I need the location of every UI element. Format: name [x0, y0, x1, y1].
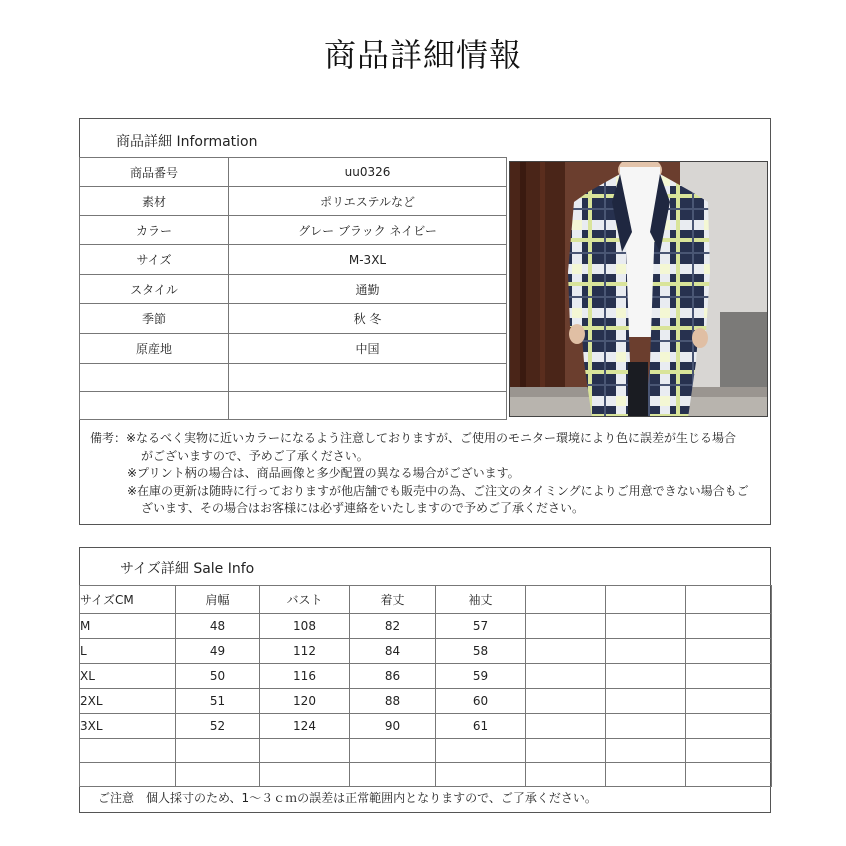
- note-line: ざいます、その場合はお客様には必ず連絡をいたしますので予めご了承ください。: [141, 501, 585, 515]
- size-cell: 108: [260, 614, 350, 639]
- size-table: [79, 585, 772, 787]
- info-label: [80, 364, 229, 392]
- info-label: 商品番号: [80, 158, 229, 187]
- info-label: 原産地: [80, 334, 229, 364]
- info-label: [80, 392, 229, 420]
- size-cell: 88: [350, 689, 436, 714]
- size-cell: [686, 639, 772, 664]
- info-heading: 商品詳細 Information: [116, 134, 258, 150]
- size-cell: 116: [260, 664, 350, 689]
- size-row: [80, 614, 772, 639]
- info-value: [229, 364, 507, 392]
- size-cell: [176, 739, 260, 763]
- size-cell: [606, 639, 686, 664]
- size-cell: [526, 714, 606, 739]
- size-cell: [686, 664, 772, 689]
- size-cell: [80, 763, 176, 787]
- size-cell: [606, 689, 686, 714]
- info-label: 季節: [80, 304, 229, 334]
- size-cell: [526, 763, 606, 787]
- size-cell: 51: [176, 689, 260, 714]
- size-cell: 50: [176, 664, 260, 689]
- info-label: 素材: [80, 187, 229, 216]
- size-cell: 61: [436, 714, 526, 739]
- info-value: グレー ブラック ネイビー: [229, 216, 507, 245]
- info-row: [80, 364, 507, 392]
- size-cell: [350, 739, 436, 763]
- size-cell: [686, 714, 772, 739]
- size-header-cell: 袖丈: [436, 586, 526, 614]
- size-cell: [176, 763, 260, 787]
- info-value: 通勤: [229, 275, 507, 304]
- size-cell: [436, 739, 526, 763]
- coat-photo-image: [510, 162, 768, 417]
- info-label: カラー: [80, 216, 229, 245]
- size-row: [80, 763, 772, 787]
- note-line: ※在庫の更新は随時に行っておりますが他店舗でも販売中の為、ご注文のタイミングによりご用意できない場合もご: [127, 483, 749, 498]
- size-cell: [526, 639, 606, 664]
- note-line: 備考：※なるべく実物に近いカラーになるよう注意しておりますが、ご使用のモニター環境により色に誤差が生じる場合: [90, 431, 737, 445]
- size-row: [80, 714, 772, 739]
- size-cell: [686, 614, 772, 639]
- info-value: M-3XL: [229, 245, 507, 275]
- size-cell: 2XL: [80, 689, 176, 714]
- info-value: ポリエステルなど: [229, 187, 507, 216]
- note-line: がございますので、予めご了承ください。: [141, 448, 369, 463]
- size-cell: [80, 739, 176, 763]
- size-cell: 86: [350, 664, 436, 689]
- size-cell: [606, 664, 686, 689]
- size-cell: 120: [260, 689, 350, 714]
- info-notes: [90, 430, 749, 518]
- info-row: [80, 158, 507, 187]
- size-cell: 60: [436, 689, 526, 714]
- info-table: [79, 157, 507, 420]
- size-row: [80, 689, 772, 714]
- size-cell: [526, 614, 606, 639]
- size-cell: 3XL: [80, 714, 176, 739]
- size-cell: L: [80, 639, 176, 664]
- size-cell: 52: [176, 714, 260, 739]
- size-cell: [436, 763, 526, 787]
- size-header-cell: サイズCM: [80, 586, 176, 614]
- info-value: 中国: [229, 334, 507, 364]
- info-value: [229, 392, 507, 420]
- size-header-cell: [606, 586, 686, 614]
- note-line: ※プリント柄の場合は、商品画像と多少配置の異なる場合がございます。: [127, 466, 520, 480]
- size-row: [80, 639, 772, 664]
- size-heading: サイズ詳細 Sale Info: [120, 561, 255, 577]
- size-cell: XL: [80, 664, 176, 689]
- size-cell: [350, 763, 436, 787]
- page-title: 商品詳細情報: [323, 36, 522, 74]
- size-cell: [606, 763, 686, 787]
- info-row: [80, 216, 507, 245]
- size-cell: 124: [260, 714, 350, 739]
- size-cell: [686, 739, 772, 763]
- size-cell: 57: [436, 614, 526, 639]
- size-footer-note: ご注意 個人採寸のため、1～３ｃｍの誤差は正常範囲内となりますので、ご了承ください。: [98, 791, 597, 805]
- size-header-row: [80, 586, 772, 614]
- info-row: [80, 275, 507, 304]
- size-cell: 90: [350, 714, 436, 739]
- info-row: [80, 334, 507, 364]
- size-cell: 48: [176, 614, 260, 639]
- size-header-cell: [686, 586, 772, 614]
- size-cell: 84: [350, 639, 436, 664]
- size-cell: [686, 763, 772, 787]
- size-cell: M: [80, 614, 176, 639]
- size-cell: 58: [436, 639, 526, 664]
- info-row: [80, 304, 507, 334]
- size-header-cell: バスト: [260, 586, 350, 614]
- size-cell: [260, 739, 350, 763]
- size-header-cell: [526, 586, 606, 614]
- info-row: [80, 392, 507, 420]
- size-cell: [606, 614, 686, 639]
- info-value: uu0326: [229, 158, 507, 187]
- size-cell: 49: [176, 639, 260, 664]
- size-cell: [260, 763, 350, 787]
- size-cell: 59: [436, 664, 526, 689]
- product-photo: [509, 161, 768, 417]
- size-cell: 112: [260, 639, 350, 664]
- size-cell: [526, 664, 606, 689]
- size-cell: 82: [350, 614, 436, 639]
- size-cell: [606, 739, 686, 763]
- size-cell: [526, 739, 606, 763]
- size-cell: [526, 689, 606, 714]
- info-label: サイズ: [80, 245, 229, 275]
- info-value: 秋 冬: [229, 304, 507, 334]
- size-header-cell: 肩幅: [176, 586, 260, 614]
- size-row: [80, 739, 772, 763]
- size-row: [80, 664, 772, 689]
- info-label: スタイル: [80, 275, 229, 304]
- info-row: [80, 187, 507, 216]
- size-cell: [606, 714, 686, 739]
- size-header-cell: 着丈: [350, 586, 436, 614]
- info-row: [80, 245, 507, 275]
- size-cell: [686, 689, 772, 714]
